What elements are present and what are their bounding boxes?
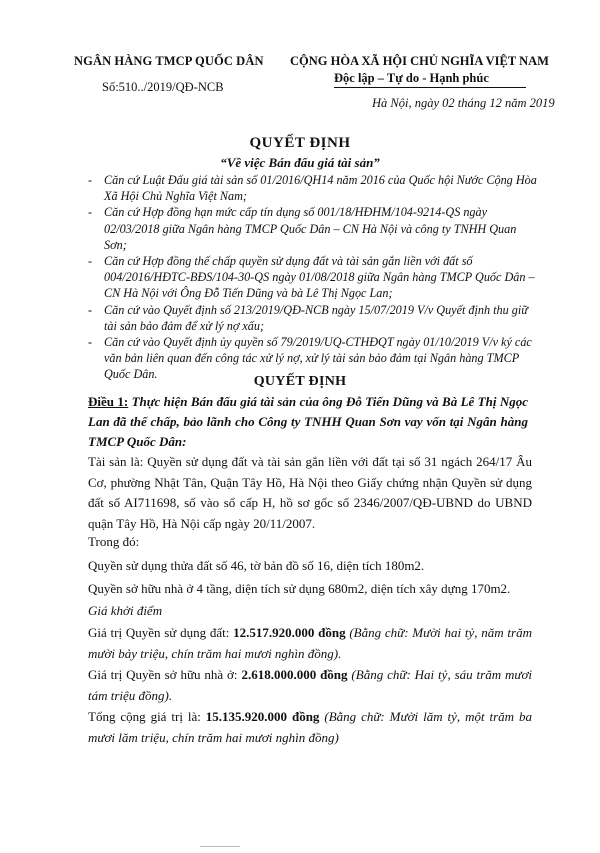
- legal-basis-item: [88, 204, 538, 253]
- land-value-words: (Bằng chữ: Mười hai tỷ, năm trăm mười bảy triệu, chín trăm hai mươi nghìn đồng).: [88, 625, 532, 661]
- house-value: [88, 665, 532, 706]
- document-subtitle: “Về việc Bán đấu giá tài sản”: [220, 155, 380, 170]
- decision-heading: QUYẾT ĐỊNH: [253, 374, 347, 389]
- document-title: QUYẾT ĐỊNH: [249, 135, 351, 151]
- house-value-amount: 2.618.000.000 đồng: [241, 667, 348, 682]
- page-edge-mark: [200, 846, 240, 847]
- legal-basis-text: Căn cứ Hợp đồng hạn mức cấp tín dụng số 001/18/HĐHM/104-9214-QS ngày 02/03/2018 giữa Ngân hàng TMCP Quốc Dân – CN Hà Nội và công ty TNHH Quan Sơn;: [104, 205, 517, 252]
- legal-basis-item: [88, 302, 538, 334]
- legal-basis-text: Căn cứ Hợp đồng thế chấp quyền sử dụng đất và tài sản gắn liền với đất số 004/2016/HĐTC-BĐS/104-30-QS ngày 01/08/2018 giữa Ngân hàng TMCP Quốc Dân – CN Hà Nội với Ông Đỗ Tiến Dũng và bà Lê Thị Ngọc Lan;: [104, 254, 535, 301]
- bullet-dash: -: [88, 205, 93, 220]
- total-value-label: Tổng cộng giá trị là:: [88, 709, 206, 724]
- land-use-area: Quyền sử dụng thửa đất số 46, tờ bản đồ số 16, diện tích 180m2.: [88, 558, 425, 573]
- article-1: [88, 392, 528, 452]
- land-value: [88, 623, 532, 664]
- bank-name: NGÂN HÀNG TMCP QUỐC DÂN: [74, 54, 264, 68]
- land-value-amount: 12.517.920.000 đồng: [233, 625, 346, 640]
- land-value-label: Giá trị Quyền sử dụng đất:: [88, 625, 234, 640]
- legal-basis-text: Căn cứ vào Quyết định số 213/2019/QĐ-NCB ngày 15/07/2019 V/v Quyết định thu giữ tài sản bảo đảm để xử lý nợ xấu;: [104, 302, 528, 333]
- legal-basis-text: Căn cứ Luật Đấu giá tài sản số 01/2016/QH14 năm 2016 của Quốc hội Nước Cộng Hòa Xã Hội Chủ Nghĩa Việt Nam;: [104, 173, 537, 204]
- total-value-words: (Bằng chữ: Mười lăm tỷ, một trăm ba mươi lăm triệu, chín trăm hai mươi nghìn đồng): [88, 709, 532, 745]
- nation-title: CỘNG HÒA XÃ HỘI CHỦ NGHĨA VIỆT NAM: [290, 54, 549, 68]
- total-value: [88, 707, 532, 748]
- legal-basis-text: Căn cứ vào Quyết định ủy quyền số 79/2019/UQ-CTHĐQT ngày 01/10/2019 V/v ký các văn bản liên quan đến công tác xử lý nợ, xử lý tài sản bảo đảm tại Ngân hàng TMCP Quốc Dân.: [104, 335, 532, 382]
- legal-basis-item: [88, 172, 538, 204]
- including-label: Trong đó:: [88, 534, 140, 549]
- asset-description: Tài sản là: Quyền sử dụng đất và tài sản gắn liền với đất tại số 31 ngách 264/17 Âu Cơ, phường Nhật Tân, Quận Tây Hồ, Hà Nội theo Giấy chứng nhận Quyền sử dụng đất số AI711698, số vào sổ cấp H, hồ sơ gốc số 2346/2007/QĐ-UBND do UBND quận Tây Hồ, Hà Nội cấp ngày 20/11/2007.: [88, 454, 532, 531]
- legal-basis-item: [88, 253, 538, 302]
- legal-basis-list: [88, 172, 538, 383]
- house-ownership: Quyền sở hữu nhà ở 4 tầng, diện tích sử dụng 680m2, diện tích xây dựng 170m2.: [88, 581, 511, 596]
- bullet-dash: -: [88, 254, 93, 269]
- article-1-label: Điều 1:: [88, 394, 129, 409]
- total-value-amount: 15.135.920.000 đồng: [205, 709, 320, 724]
- bullet-dash: -: [88, 302, 93, 317]
- house-value-label: Giá trị Quyền sở hữu nhà ở:: [88, 667, 242, 682]
- document-number: Số:510../2019/QĐ-NCB: [102, 80, 224, 94]
- starting-price-label: Giá khởi điểm: [88, 603, 163, 618]
- bullet-dash: -: [88, 335, 93, 350]
- date-line: Hà Nội, ngày 02 tháng 12 năm 2019: [372, 96, 555, 110]
- article-1-text: Thực hiện Bán đấu giá tài sản của ông Đỗ Tiến Dũng và Bà Lê Thị Ngọc Lan đã thế chấp, bảo lãnh cho Công ty TNHH Quan Sơn vay vốn tại Ngân hàng TMCP Quốc Dân:: [88, 394, 528, 449]
- bullet-dash: -: [88, 173, 93, 187]
- house-value-words: (Bằng chữ: Hai tỷ, sáu trăm mươi tám triệu đồng).: [88, 667, 532, 703]
- motto-underline: [334, 87, 526, 88]
- national-motto: Độc lập – Tự do - Hạnh phúc: [334, 71, 489, 85]
